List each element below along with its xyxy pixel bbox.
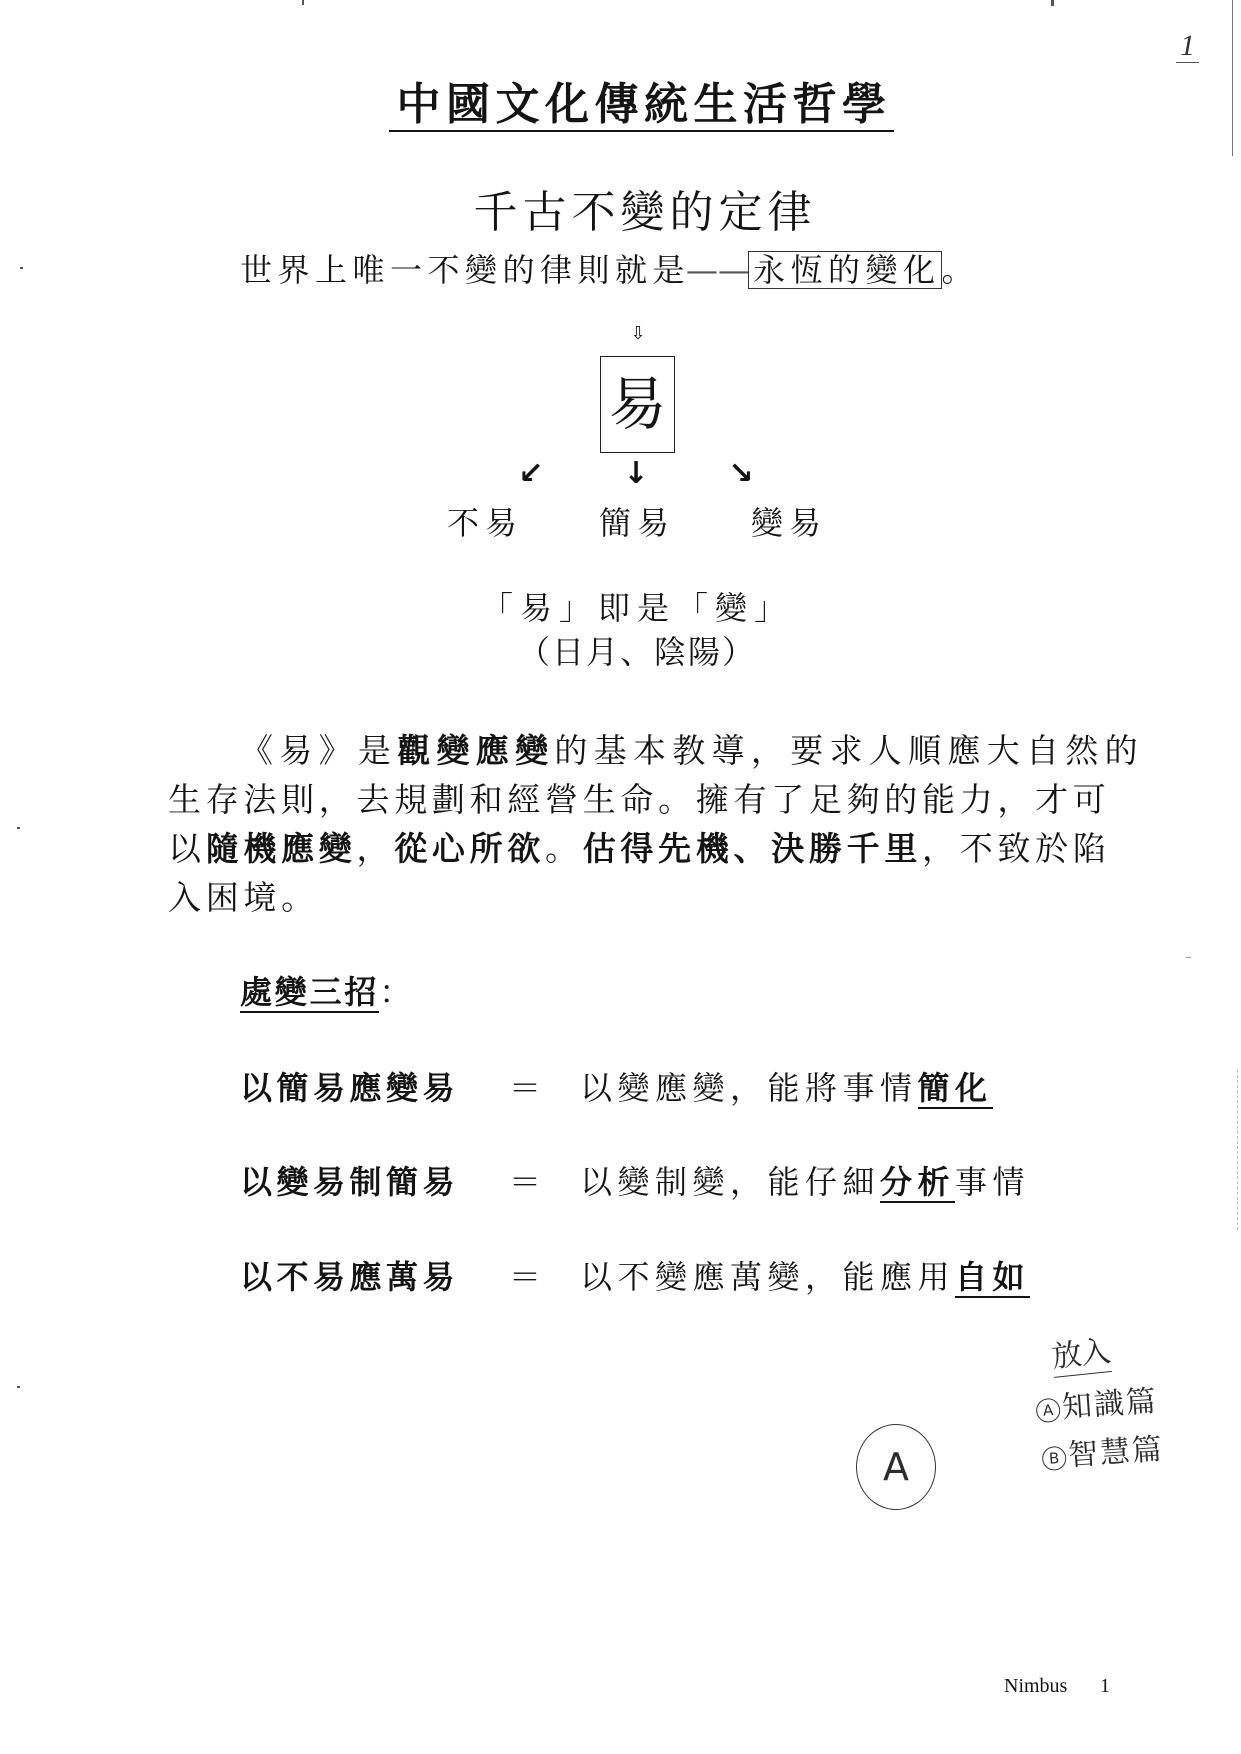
text-run: 生存法則，去規劃和經營生命。擁有了足夠的能力，才可 bbox=[168, 780, 1111, 819]
scan-speck bbox=[1186, 957, 1191, 958]
emphasis-text: 觀變應變 bbox=[397, 731, 555, 770]
handwritten-note-item bbox=[1035, 1384, 1159, 1428]
strategies-heading-label: 處變三招 bbox=[240, 973, 380, 1011]
text-run: ， bbox=[356, 829, 395, 868]
section-subtitle: 千古不變的定律 bbox=[473, 187, 817, 238]
text-run: ，不致於陷 bbox=[922, 829, 1111, 868]
handwritten-note-item bbox=[1041, 1432, 1165, 1476]
paragraph-line bbox=[168, 726, 1144, 775]
paragraph-line bbox=[168, 824, 1144, 873]
handwritten-note-label: 知識篇 bbox=[1060, 1383, 1160, 1426]
down-arrow-icon: ⇩ bbox=[630, 323, 646, 344]
text-run: 入困境。 bbox=[168, 878, 319, 917]
diagram-branch-bianyi: 變易 bbox=[750, 504, 827, 542]
handwritten-note-label: 智慧篇 bbox=[1066, 1431, 1166, 1474]
strategy-method: 以簡易應變易 bbox=[240, 1069, 460, 1107]
equals-sign: ＝ bbox=[509, 1258, 542, 1296]
scan-edge-line bbox=[1232, 0, 1233, 156]
arrow-down-right-icon: ↘ bbox=[728, 456, 754, 491]
law-dash: —— bbox=[686, 251, 751, 289]
equals-sign: ＝ bbox=[509, 1069, 542, 1107]
strategy-meaning bbox=[580, 1257, 1030, 1297]
emphasis-text: 從心所欲 bbox=[394, 829, 546, 868]
scan-speck bbox=[17, 827, 20, 829]
strategy-row bbox=[240, 1068, 1120, 1108]
scan-speck bbox=[302, 0, 304, 5]
strategy-method: 以變易制簡易 bbox=[240, 1163, 460, 1201]
paragraph-line bbox=[168, 873, 1144, 922]
text-run: 的基本教導，要求人順應大自然的 bbox=[554, 731, 1144, 770]
equals-sign: ＝ bbox=[509, 1163, 542, 1201]
strategy-keyword: 自如 bbox=[955, 1258, 1031, 1296]
text-run: 。 bbox=[545, 829, 583, 868]
handwritten-page-number: 1 bbox=[1176, 30, 1199, 63]
scan-speck bbox=[20, 267, 23, 269]
text-run: 以 bbox=[168, 829, 206, 868]
diagram-center-box: 易 bbox=[600, 356, 675, 453]
footer-text: Nimbus bbox=[1004, 1675, 1068, 1697]
circled-grade-mark: A bbox=[856, 1424, 936, 1510]
strategy-method: 以不易應萬易 bbox=[240, 1258, 460, 1296]
diagram-branch-jianyi: 簡易 bbox=[598, 504, 675, 542]
strategy-keyword: 簡化 bbox=[917, 1069, 993, 1107]
strategy-row bbox=[240, 1257, 1120, 1297]
equation-statement: 「易」即是「變」 bbox=[480, 589, 793, 627]
circled-marker: A bbox=[1035, 1397, 1061, 1423]
strategy-meaning-after: 事情 bbox=[955, 1163, 1031, 1201]
strategy-keyword: 分析 bbox=[880, 1163, 956, 1201]
emphasis-text: 估得先機、決勝千里 bbox=[582, 829, 923, 868]
scan-speck bbox=[1051, 0, 1054, 6]
law-suffix: 。 bbox=[941, 251, 980, 289]
equation-note: （日月、陰陽） bbox=[517, 633, 756, 671]
strategy-meaning bbox=[580, 1162, 1030, 1202]
document-title: 中國文化傳統生活哲學 bbox=[389, 82, 894, 132]
arrow-down-left-icon: ↙ bbox=[518, 456, 544, 491]
footer-page-number: 1 bbox=[1100, 1675, 1110, 1697]
diagram-branch-buyi: 不易 bbox=[446, 504, 523, 542]
strategy-meaning-text: 以變制變，能仔細 bbox=[580, 1163, 881, 1201]
strategies-heading bbox=[240, 972, 414, 1012]
strategies-heading-colon: ： bbox=[379, 973, 415, 1011]
strategy-meaning-text: 以變應變，能將事情 bbox=[580, 1069, 918, 1107]
scan-edge-dashes bbox=[1237, 1070, 1238, 1230]
strategy-meaning bbox=[580, 1068, 993, 1108]
emphasis-text: 隨機應變 bbox=[205, 829, 357, 868]
handwritten-note-header: 放入 bbox=[1050, 1333, 1112, 1378]
title-block bbox=[341, 79, 941, 132]
paragraph-line bbox=[168, 775, 1144, 824]
law-boxed-phrase: 永恆的變化 bbox=[748, 251, 942, 289]
strategy-meaning-text: 以不變應萬變，能應用 bbox=[580, 1258, 956, 1296]
scan-speck bbox=[17, 1386, 20, 1388]
law-statement bbox=[240, 250, 979, 290]
body-paragraph bbox=[168, 726, 1144, 922]
text-run: 《易》是 bbox=[240, 731, 398, 770]
circled-marker: B bbox=[1041, 1445, 1067, 1471]
arrow-down-icon: ↓ bbox=[623, 456, 649, 491]
strategy-row bbox=[240, 1162, 1120, 1202]
law-prefix: 世界上唯一不變的律則就是 bbox=[240, 251, 691, 289]
